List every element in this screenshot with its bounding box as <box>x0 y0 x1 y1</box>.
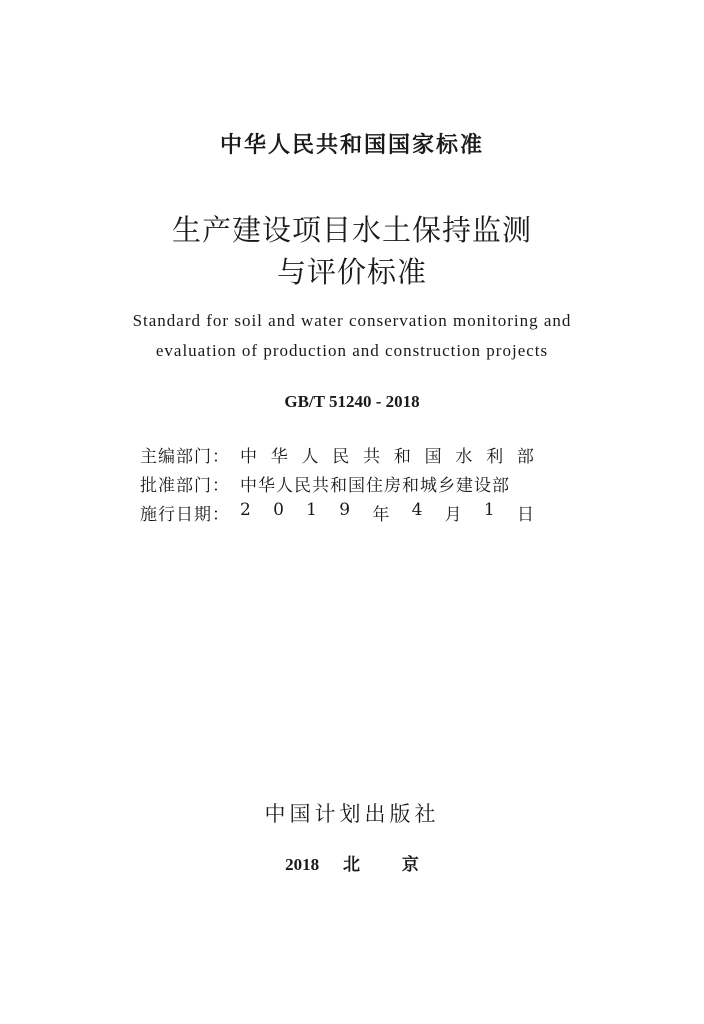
publication-place <box>0 850 704 875</box>
compiled-by-char: 人 <box>301 447 319 467</box>
effective-date-char: 0 <box>273 500 284 520</box>
compiled-by-char: 共 <box>363 447 381 467</box>
approved-by-value: 中华人民共和国住房和城乡建设部 <box>240 476 510 496</box>
effective-date-value <box>240 500 534 525</box>
standard-title-en-line2: evaluation of production and construction projects <box>155 341 549 360</box>
compiled-by-label: 主编部门： <box>140 447 230 467</box>
effective-date-char: 9 <box>339 500 351 520</box>
effective-date-char: 1 <box>483 500 495 520</box>
compiled-by-char: 国 <box>424 447 442 467</box>
compiled-by-row <box>140 440 560 469</box>
publisher: 中国计划出版社 <box>264 802 440 826</box>
publication-city-char: 京 <box>401 855 419 875</box>
compiled-by-char: 华 <box>270 447 288 467</box>
compiled-by-char: 和 <box>393 447 411 467</box>
compiled-by-char: 利 <box>486 447 504 467</box>
info-block <box>140 440 560 527</box>
compiled-by-value <box>240 442 534 467</box>
compiled-by-char: 部 <box>516 447 534 467</box>
effective-date-char: 月 <box>444 505 462 525</box>
standard-title-zh-line2: 与评价标准 <box>276 255 427 289</box>
approved-by-label: 批准部门： <box>140 476 230 496</box>
compiled-by-char: 中 <box>240 447 257 467</box>
publication-year: 2018 <box>285 855 320 874</box>
standard-title-zh-line1: 生产建设项目水土保持监测 <box>171 213 532 247</box>
effective-date-char: 2 <box>240 500 251 520</box>
compiled-by-char: 水 <box>455 447 473 467</box>
effective-date-char: 4 <box>411 500 423 520</box>
approved-by-row <box>140 469 560 498</box>
effective-date-char: 1 <box>306 500 317 520</box>
compiled-by-char: 民 <box>332 447 350 467</box>
standard-number: GB/T 51240 - 2018 <box>284 392 420 411</box>
effective-date-label: 施行日期： <box>140 505 230 525</box>
effective-date-char: 日 <box>516 505 534 525</box>
effective-date-char: 年 <box>372 505 390 525</box>
publication-city-char: 北 <box>343 855 360 875</box>
effective-date-row <box>140 498 560 527</box>
national-standard-heading: 中华人民共和国国家标准 <box>219 133 484 158</box>
standard-title-en-line1: Standard for soil and water conservation monitoring and <box>132 311 572 330</box>
